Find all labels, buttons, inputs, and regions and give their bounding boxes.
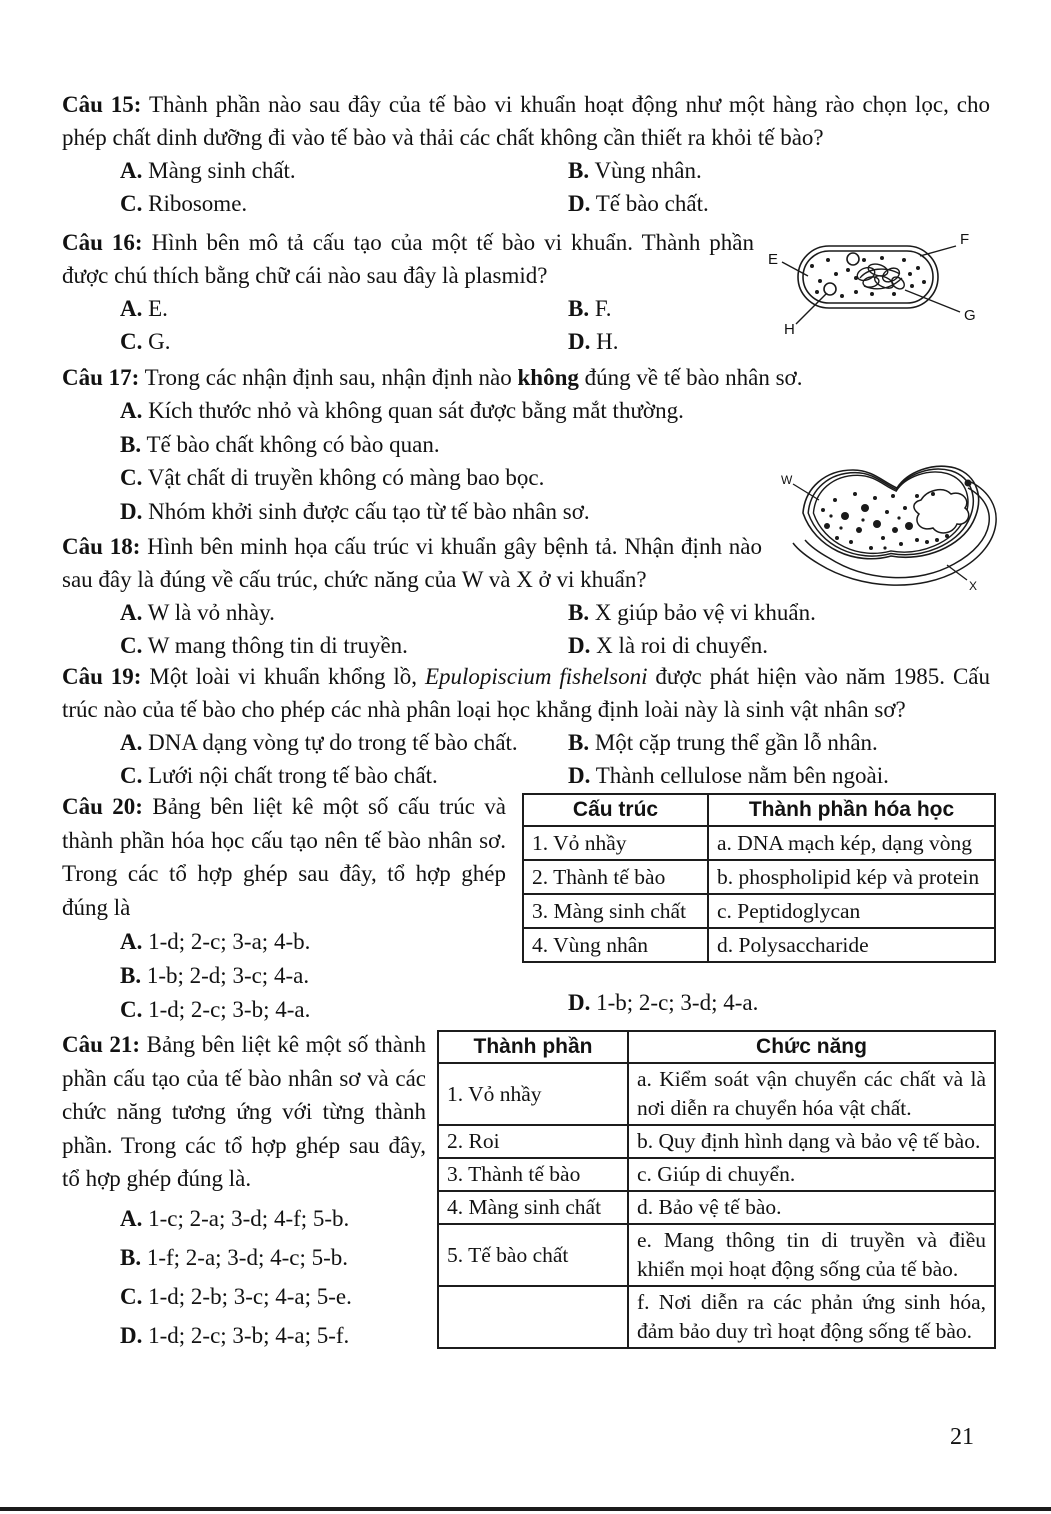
option-a: A. Kích thước nhỏ và không quan sát được bằng mắt thường. <box>120 398 684 423</box>
table-row: 3. Màng sinh chất c. Peptidoglycan <box>523 894 995 928</box>
label-g: G <box>964 307 976 324</box>
table-row: 1. Vỏ nhầy a. DNA mạch kép, dạng vòng <box>523 826 995 860</box>
table-row: 4. Màng sinh chất d. Bảo vệ tế bào. <box>438 1191 995 1224</box>
option-b: B. Vùng nhân. <box>568 158 702 183</box>
structure-chemical-table <box>522 793 996 963</box>
option-c: C. 1-d; 2-c; 3-b; 4-a. <box>120 997 311 1022</box>
option-d: D. Nhóm khởi sinh được cấu tạo từ tế bào nhân sơ. <box>120 498 590 524</box>
question-16-text: Câu 16: Hình bên mô tả cấu tạo của một tế bào vi khuẩn. Thành phần được chú thích bằng chữ cái nào sau đây là plasmid? <box>62 230 755 288</box>
column-header: Thành phần <box>438 1031 628 1063</box>
question-20-text: Câu 20: Bảng bên liệt kê một số cấu trúc và thành phần hóa học cấu tạo nên tế bào nhân sơ. Trong các tổ hợp ghép sau đây, tổ hợp ghép đúng là <box>62 794 507 920</box>
question-15-text: Câu 15: Thành phần nào sau đây của tế bào vi khuẩn hoạt động như một hàng rào chọn lọc, cho phép chất dinh dưỡng đi vào tế bào và thải các chất không cần thiết ra khỏi tế bào? <box>62 92 990 150</box>
question-19 <box>62 660 990 792</box>
option-d: D. X là roi di chuyển. <box>568 633 768 658</box>
question-label: Câu 15: <box>62 92 142 117</box>
label-x: X <box>969 579 978 593</box>
question-21-text: Câu 21: Bảng bên liệt kê một số thành phần cấu tạo của tế bào nhân sơ và các chức năng tương ứng với từng thành phần. Trong các tổ hợp ghép sau đây, tổ hợp ghép đúng là. <box>62 1032 426 1191</box>
question-20-option-d: D. 1-b; 2-c; 3-d; 4-a. <box>568 990 759 1015</box>
option-b: B. F. <box>568 296 612 321</box>
species-name: Epulopiscium fishelsoni <box>424 664 648 689</box>
label-f-leader <box>920 246 956 256</box>
column-header: Cấu trúc <box>523 794 708 826</box>
column-header: Thành phần hóa học <box>708 794 995 826</box>
option-d: D. Thành cellulose nằm bên ngoài. <box>568 763 889 788</box>
option-d: D. Tế bào chất. <box>568 191 709 216</box>
option-b: B. Tế bào chất không có bào quan. <box>120 431 440 457</box>
question-17-text: Câu 17: Trong các nhận định sau, nhận định nào không đúng về tế bào nhân sơ. <box>62 365 803 390</box>
label-h: H <box>784 321 795 338</box>
option-b: B. X giúp bảo vệ vi khuẩn. <box>568 600 816 625</box>
table-row: 2. Roi b. Quy định hình dạng và bảo vệ tế bào. <box>438 1125 995 1158</box>
table-row: f. Nơi diễn ra các phản ứng sinh hóa, đảm bảo duy trì hoạt động sống tế bào. <box>438 1286 995 1348</box>
option-a: A. 1-d; 2-c; 3-a; 4-b. <box>120 929 311 954</box>
question-18 <box>62 530 990 662</box>
column-header: Chức năng <box>628 1031 995 1063</box>
question-20-options <box>120 925 506 1027</box>
option-c: C. W mang thông tin di truyền. <box>120 633 408 658</box>
question-18-options <box>120 596 990 662</box>
table-row: 2. Thành tế bào b. phospholipid kép và protein <box>523 860 995 894</box>
option-c: C. G. <box>120 329 171 354</box>
option-b: B. 1-f; 2-a; 3-d; 4-c; 5-b. <box>120 1244 349 1270</box>
table-row: 3. Thành tế bào c. Giúp di chuyển. <box>438 1158 995 1191</box>
option-c: C. Ribosome. <box>120 191 248 216</box>
question-15 <box>62 88 990 220</box>
option-a: A. DNA dạng vòng tự do trong tế bào chất. <box>120 730 518 755</box>
option-a: A. 1-c; 2-a; 3-d; 4-f; 5-b. <box>120 1205 350 1231</box>
bacterium-cell-diagram <box>760 226 1002 338</box>
question-19-text: Câu 19: Một loài vi khuẩn khổng lồ, Epulopiscium fishelsoni được phát hiện vào năm 1985. Cấu trúc nào của tế bào cho phép các nhà phân loại học khẳng định loài này là sinh vật nhân sơ? <box>62 664 991 722</box>
page-number: 21 <box>950 1424 974 1450</box>
label-h-leader <box>796 294 826 324</box>
table-row: 1. Vỏ nhầy a. Kiểm soát vận chuyển các chất và là nơi diễn ra chuyển hóa vật chất. <box>438 1063 995 1125</box>
question-21-options <box>120 1206 426 1348</box>
flagellum-base-dot <box>965 480 972 487</box>
question-20 <box>62 790 506 1027</box>
option-d: D. H. <box>568 329 619 354</box>
label-w: W <box>781 473 793 487</box>
plasmid-circle-top <box>847 253 859 265</box>
option-c: C. 1-d; 2-b; 3-c; 4-a; 5-e. <box>120 1283 352 1309</box>
table-header-row <box>438 1031 995 1063</box>
nucleoid-tangle <box>855 262 906 291</box>
question-21 <box>62 1028 426 1348</box>
option-a: A. Màng sinh chất. <box>120 158 296 183</box>
option-b: B. 1-b; 2-d; 3-c; 4-a. <box>120 963 310 988</box>
plasmid-circle-bottom <box>824 283 836 295</box>
component-function-table <box>437 1030 996 1349</box>
emphasized-word: không <box>517 365 579 390</box>
question-15-options <box>120 154 990 220</box>
option-a: A. E. <box>120 296 168 321</box>
table-row: 4. Vùng nhân d. Polysaccharide <box>523 928 995 962</box>
option-d: D. 1-d; 2-c; 3-b; 4-a; 5-f. <box>120 1322 350 1348</box>
label-f: F <box>960 231 970 248</box>
option-a: A. W là vỏ nhày. <box>120 600 275 625</box>
label-e: E <box>768 251 779 268</box>
page-bottom-scan-line <box>0 1507 1051 1511</box>
option-b: B. Một cặp trung thể gần lỗ nhân. <box>568 730 878 755</box>
question-18-text: Câu 18: Hình bên minh họa cấu trúc vi khuẩn gây bệnh tả. Nhận định nào sau đây là đúng về cấu trúc, chức năng của W và X ở vi khuẩn? <box>62 534 763 592</box>
option-c: C. Lưới nội chất trong tế bào chất. <box>120 763 438 788</box>
table-row: 5. Tế bào chất e. Mang thông tin di truyền và điều khiển mọi hoạt động sống của tế bào. <box>438 1224 995 1286</box>
table-header-row <box>523 794 995 826</box>
option-c: C. Vật chất di truyền không có màng bao bọc. <box>120 465 545 490</box>
question-19-options <box>120 726 990 792</box>
